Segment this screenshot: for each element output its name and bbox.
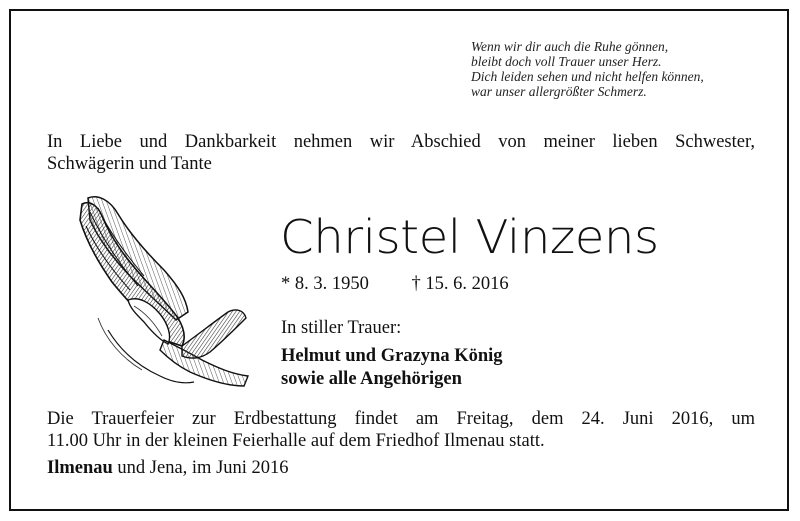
- place-rest: und Jena, im Juni 2016: [112, 458, 289, 478]
- service-line: 11.00 Uhr in der kleinen Feierhalle auf dem Friedhof Ilmenau statt.: [47, 431, 545, 451]
- poem-line: bleibt doch voll Trauer unser Herz.: [471, 54, 662, 69]
- mourner-line: sowie alle Angehörigen: [281, 369, 462, 389]
- intro-line: Schwägerin und Tante: [47, 154, 212, 174]
- mourners: [281, 345, 503, 391]
- place-date: [47, 458, 289, 479]
- poem: [471, 39, 704, 99]
- mourning-label: In stiller Trauer:: [281, 318, 402, 338]
- poem-line: Dich leiden sehen und nicht helfen können,: [471, 69, 704, 84]
- mourner-line: Helmut und Grazyna König: [281, 346, 503, 366]
- place-city: Ilmenau: [47, 458, 113, 478]
- service-line: Die Trauerfeier zur Erdbestattung findet am Freitag, dem 24. Juni 2016, um: [47, 409, 755, 429]
- birth-date: * 8. 3. 1950: [281, 274, 369, 294]
- poem-line: war unser allergrößter Schmerz.: [471, 84, 647, 99]
- poem-line: Wenn wir dir auch die Ruhe gönnen,: [471, 39, 669, 54]
- praying-hands-icon: [68, 190, 254, 390]
- life-dates: [281, 274, 509, 295]
- deceased-name: Christel Vinzens: [280, 210, 659, 264]
- intro-text: [47, 131, 755, 175]
- service-text: [47, 408, 755, 452]
- intro-line: In Liebe und Dankbarkeit nehmen wir Abschied von meiner lieben Schwester,: [47, 132, 755, 152]
- death-date: † 15. 6. 2016: [411, 274, 509, 294]
